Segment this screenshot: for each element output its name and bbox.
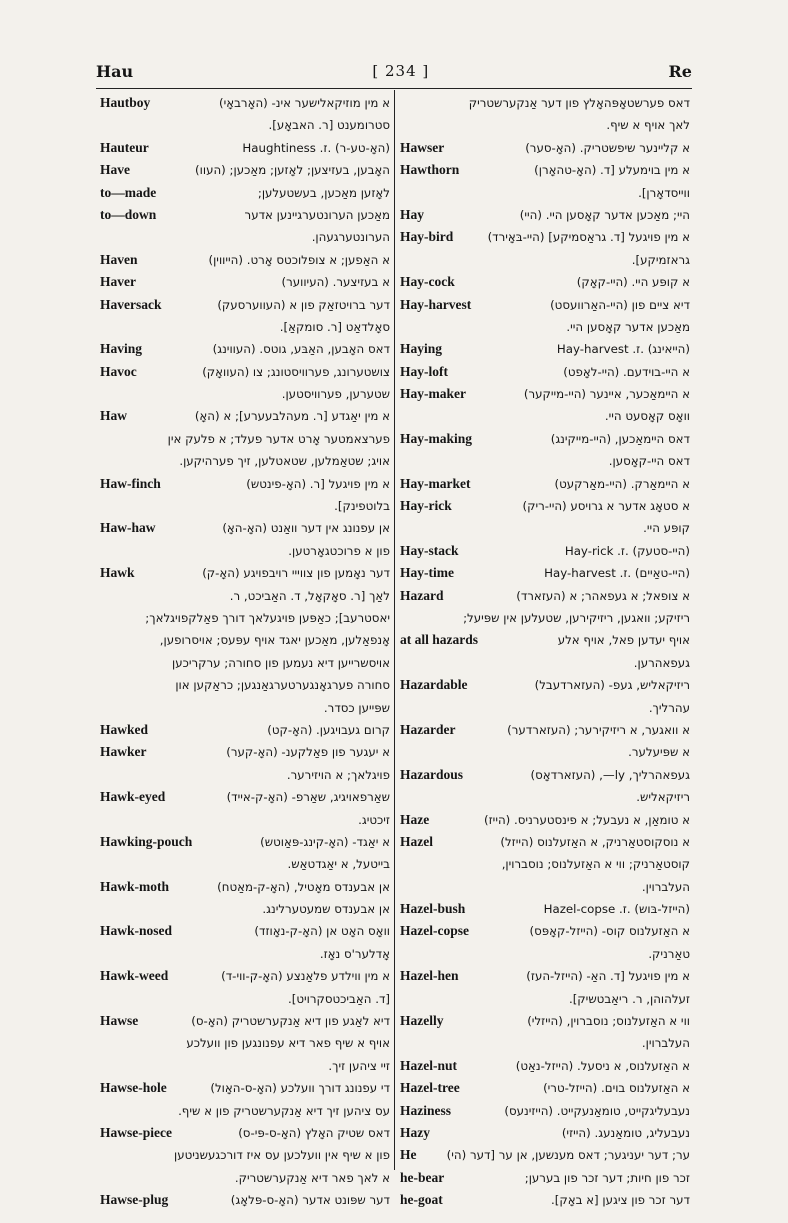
entry-line — [100, 674, 390, 696]
entry-line — [100, 719, 390, 741]
definition-text: אויסשרייען דיא נעמען פון סחורה; ערקריכען — [172, 655, 390, 670]
definition-text: בייטעל, א יאַגדטאַש. — [287, 857, 390, 872]
entry-line — [400, 1144, 690, 1166]
definition-text: א האַזעלנוס בוים. (הייזל-טרי) — [543, 1081, 690, 1096]
definition-text: א קליינער שיפשטריק. (האָ-סער) — [525, 140, 690, 155]
entry-line — [400, 719, 690, 741]
entry-line — [400, 831, 690, 853]
entry-line — [100, 450, 390, 472]
header-right-word: Re — [668, 61, 692, 81]
definition-text: ריזיקאליש, געפ- (העזארדעבל) — [534, 678, 690, 693]
entry-line — [400, 517, 690, 539]
headword: Hazard — [400, 587, 444, 603]
entry-line — [400, 1189, 690, 1211]
entry-line — [400, 629, 690, 651]
entry-line — [400, 405, 690, 427]
entry-line — [100, 338, 390, 360]
entry-line — [100, 226, 390, 248]
entry-line — [100, 159, 390, 181]
entry-line — [400, 114, 690, 136]
definition-text: האָבען, בעזיצען; לאָזען; מאַכען; (העוו) — [195, 163, 390, 178]
definition-text: א מין פויגעל [ד. האַ- (הייזל-העז) — [526, 969, 690, 984]
definition-text: א מין פויגעל [ר. (האָ-פינטש) — [246, 476, 390, 491]
headword: Hawse — [100, 1013, 139, 1029]
headword: Haziness — [400, 1102, 452, 1118]
definition-text: (הייאינג) .ז. Hay-harvest — [556, 342, 690, 357]
headword: Hawthorn — [400, 162, 460, 178]
entry-line — [400, 361, 690, 383]
definition-text: דאס שטיק האָלץ (האָ-ס-פּי-ס) — [238, 1125, 390, 1140]
definition-text: וואָס האָט אן (האָ-ק-נאָוזד) — [254, 924, 390, 939]
definition-text: נעבעליגקייט, טומאַנעקייט. (הייזינעס) — [504, 1103, 690, 1118]
definition-text: אן אבענדס שמעטערלינג. — [262, 902, 390, 917]
definition-text: פון א פרוכטגאָרטען. — [288, 543, 390, 558]
definition-text: אן אבענדס מאָטיל, (האָ-ק-מאַטח) — [217, 879, 390, 894]
definition-text: העלברוין. — [641, 1036, 690, 1051]
headword: Hay-maker — [400, 386, 466, 402]
definition-text: [ד. האַביכטסקרויט]. — [287, 991, 390, 1006]
entry-line — [400, 137, 690, 159]
headword: Havoc — [100, 363, 137, 379]
headword: Hawk — [100, 565, 135, 581]
definition-text: ווי א האַזעלנוס; נוסברוין, (הייזלי) — [527, 1014, 690, 1029]
entry-line — [400, 249, 690, 271]
definition-text: הערונטערגעהן. — [311, 230, 390, 245]
definition-text: העלברוין. — [641, 879, 690, 894]
definition-text: לאַך [ר. סאָקאָל, ד. האַביכט, ר. — [229, 588, 390, 603]
definition-text: שטערען, פערוויסטען. — [281, 387, 390, 402]
definition-text: סטרומענט [ר. האבאָע]. — [268, 118, 390, 133]
entry-line — [100, 361, 390, 383]
headword: Hawk-moth — [100, 878, 170, 894]
definition-text: סאָלדאַט [ר. סומקאַ]. — [279, 319, 390, 334]
header-rule — [96, 88, 692, 89]
definition-text: א יעגער פון פאַלקענ- (האָ-קער) — [226, 745, 390, 760]
definition-text: פערצאמטער אָרט אדער פעלד; א פלעק אין — [167, 431, 390, 446]
definition-text: לאך אויף א שיף. — [606, 118, 690, 133]
definition-text: א טומאַן, א נעבעל; א פינסטערניס. (הייז) — [484, 812, 690, 827]
definition-text: זיכטיג. — [358, 812, 390, 827]
entry-line — [400, 338, 690, 360]
headword: Haver — [100, 274, 136, 290]
entry-line — [400, 965, 690, 987]
headword: Hawse-hole — [100, 1080, 167, 1096]
definition-text: זיי ציהען זיך. — [328, 1058, 390, 1073]
definition-text: שפּייען כסדר. — [323, 700, 390, 715]
left-column — [100, 92, 390, 1212]
definition-text: דער שפּונט אדער (האָ-ס-פּלאָג) — [230, 1193, 390, 1208]
definition-text: פויגלאך; א הויזירער. — [286, 767, 390, 782]
entry-line — [400, 697, 690, 719]
entry-line — [100, 405, 390, 427]
definition-text: א מין מוזיקאלישער אינ- (האָרבאָי) — [218, 96, 390, 110]
headword: to—down — [100, 206, 157, 222]
headword: Hay-harvest — [400, 296, 472, 312]
definition-text: א מין בוימעלע [ד. (האָ-טהאָרן) — [534, 163, 690, 178]
entry-line — [400, 674, 690, 696]
entry-line — [400, 495, 690, 517]
definition-text: זעלהוהן, ר. ריאַבטשיק]. — [568, 991, 690, 1006]
headword: Haw-haw — [100, 520, 156, 536]
entry-line — [100, 764, 390, 786]
entry-line — [100, 1122, 390, 1144]
headword: Hawse-plug — [100, 1192, 169, 1208]
definition-text: א האַזעלנוס קוס- (הייזל-קאָפּס) — [529, 924, 690, 939]
definition-text: ער; דער יעניגער; דאס מענשען, אן ער [דער (הי) — [446, 1148, 690, 1163]
entry-line — [100, 965, 390, 987]
definition-text: דיא לאַגע פון דיא אַנקערשטריק (האָ-ס) — [191, 1014, 390, 1029]
entry-line — [400, 585, 690, 607]
definition-text: א מין ווילדע פלאַנצע (האָ-ק-ווי-ד) — [221, 969, 390, 984]
definition-text: א מין יאַגדע [ר. מעהלבעערע]; א (האָ) — [194, 409, 390, 424]
entry-line — [400, 204, 690, 226]
entry-line — [100, 137, 390, 159]
definition-text: א קופּע היי. (היי-קאָק) — [576, 275, 690, 290]
definition-text: דער ברויטזאַק פון א (העווערסעק) — [217, 297, 390, 312]
headword: Hay — [400, 206, 425, 222]
definition-text: די עפנונג דורך וועלכע (האָ-ס-האָול) — [210, 1081, 390, 1096]
headword: Hawker — [100, 744, 147, 760]
definition-text: דאס היי-קאָסען. — [608, 454, 690, 469]
definition-text: אָנפאַלען, מאַכען יאגד אויף עפּעס; אויסרופען, — [159, 633, 390, 648]
entry-line — [400, 652, 690, 674]
definition-text: דאס פערשטאָפּהאָלץ פון דער אַנקערשטריק — [468, 96, 690, 110]
headword: Hay-time — [400, 565, 454, 581]
headword: Haying — [400, 341, 443, 357]
definition-text: אן עפנונג אין דער וואַנט (האָ-האָ) — [222, 521, 390, 536]
definition-text: א צופאל; א געפאהר; א (העזארד) — [516, 588, 690, 603]
entry-line — [100, 383, 390, 405]
definition-text: שאַרפאויגיג, שאַרפ- (האָ-ק-אייד) — [226, 790, 390, 805]
entry-line — [400, 809, 690, 831]
headword: Hay-loft — [400, 363, 448, 379]
entry-line — [100, 741, 390, 763]
headword: Hazel-tree — [400, 1080, 460, 1096]
definition-text: פון א שיף אין וועלכען עס איז דורכגעשניטען — [174, 1148, 390, 1163]
column-divider — [394, 90, 395, 1170]
entry-line — [400, 920, 690, 942]
entry-line — [100, 1167, 390, 1189]
headword: he-goat — [400, 1192, 443, 1208]
definition-text: דאס היימאַכען, (היי-מייקינג) — [550, 431, 690, 446]
definition-text: מאַכען הערונטערגיינען אדער — [244, 207, 390, 222]
definition-text: א וואגער, א ריזיקירער; (העזארדער) — [507, 722, 690, 737]
headword: Haw — [100, 408, 127, 424]
definition-text: קוסטאַרניק; ווי א האַזעלנוס; נוסברוין, — [501, 857, 690, 872]
definition-text: יאסטרעב]; כאַפּען פויגעלאך דורך פאַלקפויגלאך; — [145, 610, 390, 625]
definition-text: געפאהרליך, ly—, (העזארדאָס) — [530, 767, 690, 782]
entry-line — [400, 1100, 690, 1122]
entry-line — [400, 898, 690, 920]
definition-text: דאס האָבען, האַבּע, גוטס. (העווינג) — [212, 342, 390, 357]
definition-text: מאַכען אדער קאָסען היי. — [566, 319, 690, 334]
entry-line — [400, 383, 690, 405]
entry-line — [400, 786, 690, 808]
definition-text: א נוסקוסטאַרניק, א האַזעלנוס (הייזל) — [500, 834, 690, 849]
headword: Hawse-piece — [100, 1124, 172, 1140]
headword: Hazarder — [400, 721, 456, 737]
headword: Hazardable — [400, 677, 468, 693]
entry-line — [400, 853, 690, 875]
definition-text: א האַפען; א צופלוכטס אָרט. (הייווין) — [208, 252, 390, 267]
entry-line — [100, 809, 390, 831]
definition-text: א האַזעלנוס, א ניסעל. (הייזל-נאַט) — [515, 1058, 690, 1073]
definition-text: ריזיקאליש. — [636, 790, 690, 805]
definition-text: א יאַגד- (האָ-קינג-פּאַוטש) — [260, 834, 390, 849]
header-left-word: Hau — [96, 61, 134, 81]
headword: Hay-cock — [400, 274, 455, 290]
definition-text: א בעזיצער. (העיווער) — [281, 275, 390, 290]
entry-line — [400, 428, 690, 450]
entry-line — [400, 1167, 690, 1189]
headword: Hawk-eyed — [100, 789, 166, 805]
headword: Hazy — [400, 1124, 430, 1140]
definition-text: א מין פויגעל [ד. גראַסמיקע] (היי-בּאָירד) — [487, 230, 690, 245]
definition-text: קופּע היי. — [643, 521, 690, 536]
entry-line — [100, 1010, 390, 1032]
entry-line — [100, 182, 390, 204]
definition-text: עהרליך. — [648, 700, 690, 715]
entry-line — [400, 450, 690, 472]
headword: Having — [100, 341, 143, 357]
entry-line — [100, 831, 390, 853]
definition-text: א היימאַרק. (היי-מאַרקעט) — [554, 476, 690, 491]
entry-line — [100, 652, 390, 674]
entry-line — [100, 92, 390, 114]
entry-line — [100, 495, 390, 517]
entry-line — [100, 629, 390, 651]
entry-line — [400, 1122, 690, 1144]
entry-line — [400, 182, 690, 204]
entry-line — [400, 943, 690, 965]
entry-line — [400, 1032, 690, 1054]
definition-text: לאָזען מאַכען, בעשטעלען; — [257, 185, 390, 200]
definition-text: ריזיקע; וואגען, ריזיקירען, שטעלען אין שפּיעל; — [463, 610, 690, 625]
headword: Hawser — [400, 139, 445, 155]
headword: Haven — [100, 251, 138, 267]
headword: Hawked — [100, 721, 149, 737]
headword: Hazel-copse — [400, 923, 469, 939]
definition-text: אויף יעדען פאל, אויף אלע — [557, 633, 690, 648]
headword: Hay-bird — [400, 229, 454, 245]
definition-text: גראזמיקע]. — [631, 252, 690, 267]
entry-line — [100, 1055, 390, 1077]
page-number: [ 234 ] — [372, 62, 430, 80]
entry-line — [100, 316, 390, 338]
entry-line — [100, 697, 390, 719]
entry-line — [400, 1077, 690, 1099]
entry-line — [100, 943, 390, 965]
entry-line — [100, 1032, 390, 1054]
definition-text: טאַרניק. — [648, 946, 690, 961]
entry-line — [100, 1077, 390, 1099]
entry-line — [100, 473, 390, 495]
entry-line — [100, 114, 390, 136]
entry-line — [100, 1189, 390, 1211]
headword: Hautboy — [100, 95, 151, 110]
entry-line — [400, 473, 690, 495]
entry-line — [400, 1010, 690, 1032]
headword: He — [400, 1147, 417, 1163]
entry-line — [400, 562, 690, 584]
page-header — [96, 58, 692, 84]
definition-text: (היי-סטעק) .ז. Hay-rick — [564, 543, 690, 558]
entry-line — [100, 876, 390, 898]
headword: Hay-stack — [400, 542, 459, 558]
entry-line — [100, 988, 390, 1010]
entry-line — [100, 294, 390, 316]
headword: Hawking-pouch — [100, 833, 193, 849]
headword: Haversack — [100, 296, 162, 312]
entry-line — [400, 988, 690, 1010]
entry-line — [400, 159, 690, 181]
headword: he-bear — [400, 1169, 445, 1185]
definition-text: (היי-טאַיים) .ז. Hay-harvest — [544, 566, 690, 581]
entry-line — [100, 1100, 390, 1122]
definition-text: היי; מאַכען אדער קאָסען היי. (היי) — [519, 207, 690, 222]
headword: Hay-rick — [400, 498, 452, 514]
headword: at all hazards — [400, 632, 479, 648]
entry-line — [400, 316, 690, 338]
definition-text: א שפּיעלער. — [628, 745, 690, 760]
definition-text: אויף א שיף פאר דיא עפנונגען פון וועלכע — [186, 1036, 390, 1051]
entry-line — [100, 204, 390, 226]
definition-text: ווייסדאָרן]. — [638, 185, 690, 200]
entry-line — [400, 271, 690, 293]
headword: Hazel-nut — [400, 1057, 457, 1073]
entry-line — [100, 786, 390, 808]
entry-line — [100, 517, 390, 539]
definition-text: א היימאַכער, איינער (היי-מייקער) — [523, 387, 690, 402]
entry-line — [100, 428, 390, 450]
definition-text: נעבעליג, טומאַנעג. (הייזי) — [561, 1125, 690, 1140]
entry-line — [400, 741, 690, 763]
definition-text: דער זכר פון ציגען [א באָק]. — [550, 1193, 690, 1208]
headword: Hazel-bush — [400, 901, 466, 917]
entry-line — [100, 853, 390, 875]
definition-text: זכר פון חיות; דער זכר פון בערען; — [524, 1170, 690, 1185]
headword: Hawk-weed — [100, 968, 169, 984]
definition-text: א היי-בוידעם. (היי-לאָפט) — [563, 364, 690, 379]
entry-line — [100, 920, 390, 942]
definition-text: (הייזל-בּוש) .ז. Hazel-copse — [543, 902, 690, 917]
headword: Hay-making — [400, 430, 473, 446]
entry-line — [400, 1055, 690, 1077]
headword: Hazelly — [400, 1013, 444, 1029]
definition-text: אויג; שטאַמלען, שטאטלען, זיך פערהיקען. — [179, 454, 390, 469]
entry-line — [100, 1144, 390, 1166]
headword: to—made — [100, 184, 157, 200]
headword: Haw-finch — [100, 475, 161, 491]
entry-line — [400, 764, 690, 786]
definition-text: וואָס קאָסעט היי. — [604, 409, 690, 424]
entry-line — [100, 585, 390, 607]
definition-text: עס ציהען זיך דיא אַנקערשטריק פון א שיף. — [178, 1103, 390, 1118]
definition-text: סחורה פערגאָנגערטערגאַנגען; כראַקען און — [175, 678, 390, 693]
entry-line — [100, 271, 390, 293]
headword: Haze — [400, 811, 430, 827]
definition-text: צושטערונג, פערוויסטונג; צו (העוואָק) — [202, 364, 390, 379]
entry-line — [400, 607, 690, 629]
definition-text: דער נאָמען פון צווייי רויבפויגע (האָ-ק) — [202, 566, 390, 581]
definition-text: א לאך פאר דיא אַנקערשטריק. — [234, 1170, 390, 1185]
entry-line — [100, 607, 390, 629]
definition-text: בלוטפינק]. — [334, 499, 390, 514]
headword: Have — [100, 162, 130, 178]
entry-line — [400, 92, 690, 114]
definition-text: אָדלער'ס נאָז. — [319, 946, 390, 961]
definition-text: געפאהרען. — [633, 655, 690, 670]
entry-line — [100, 249, 390, 271]
entry-line — [400, 876, 690, 898]
entry-line — [100, 898, 390, 920]
entry-line — [400, 294, 690, 316]
headword: Hazel-hen — [400, 968, 459, 984]
entry-line — [100, 540, 390, 562]
definition-text: א סטאָג אדער א גרויסע (היי-ריק) — [522, 499, 690, 514]
definition-text: דיא ציים פון (היי-האַרוועסט) — [550, 297, 690, 312]
definition-text: (האָ-טע-ר) .ז. Haughtiness — [242, 140, 390, 155]
definition-text: קרום געבויגען. (האָ-קט) — [267, 722, 390, 737]
entry-line — [100, 562, 390, 584]
headword: Hay-market — [400, 475, 471, 491]
headword: Hauteur — [100, 139, 149, 155]
entry-line — [400, 540, 690, 562]
headword: Hawk-nosed — [100, 923, 173, 939]
entry-line — [400, 226, 690, 248]
headword: Hazardous — [400, 766, 464, 782]
right-column — [400, 92, 690, 1212]
headword: Hazel — [400, 833, 433, 849]
